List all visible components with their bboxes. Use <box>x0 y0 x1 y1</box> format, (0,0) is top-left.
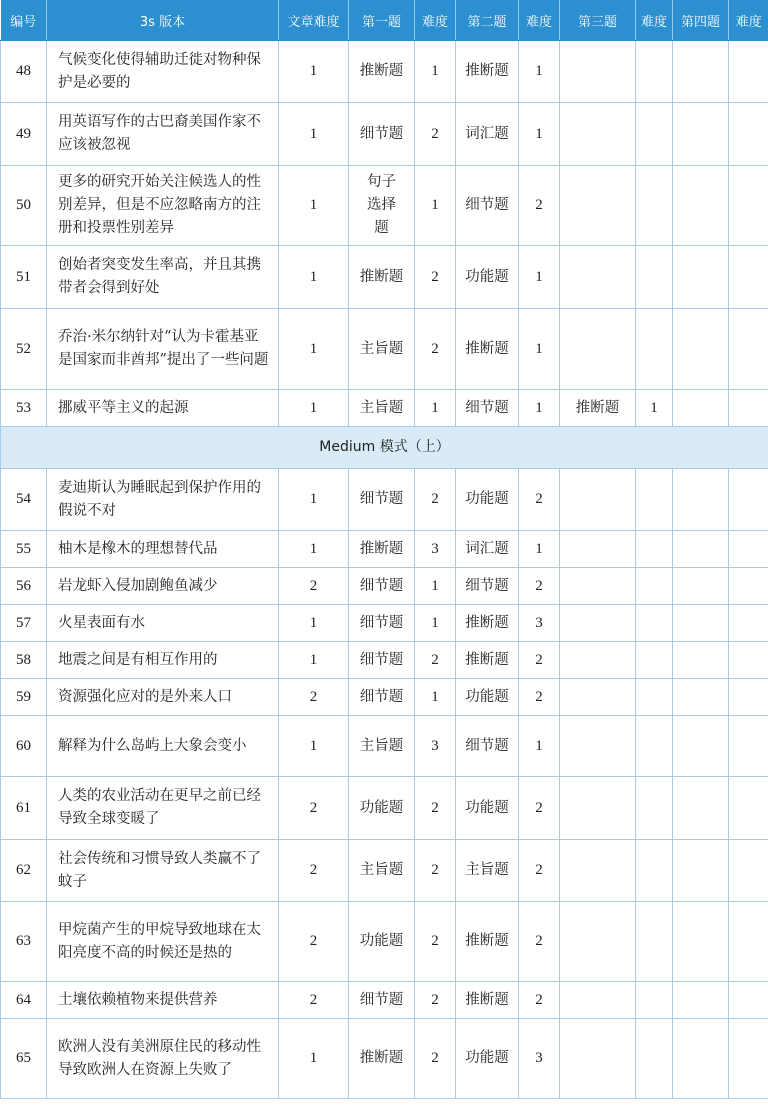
cell-q4 <box>673 103 729 166</box>
cell-q4 <box>673 246 729 309</box>
cell-number: 64 <box>1 982 47 1019</box>
table-row <box>1 642 768 679</box>
cell-q1-difficulty: 1 <box>415 679 456 716</box>
cell-q4 <box>673 716 729 777</box>
cell-q3-difficulty <box>636 469 673 531</box>
cell-q3 <box>560 309 636 390</box>
cell-title: 社会传统和习惯导致人类赢不了蚊子 <box>47 840 279 902</box>
cell-q3 <box>560 605 636 642</box>
cell-q2: 推断题 <box>456 902 519 982</box>
cell-q2: 功能题 <box>456 679 519 716</box>
cell-q2: 词汇题 <box>456 531 519 568</box>
table-row <box>1 679 768 716</box>
cell-q1-difficulty: 2 <box>415 777 456 840</box>
cell-q3-difficulty <box>636 777 673 840</box>
cell-q3 <box>560 982 636 1019</box>
cell-number: 49 <box>1 103 47 166</box>
cell-q1: 细节题 <box>349 469 415 531</box>
table-row <box>1 902 768 982</box>
header-q4-difficulty: 难度 <box>729 0 768 41</box>
cell-q2-difficulty: 1 <box>519 390 560 427</box>
cell-q4 <box>673 531 729 568</box>
cell-q2: 细节题 <box>456 716 519 777</box>
cell-q3 <box>560 469 636 531</box>
cell-title: 更多的研究开始关注候选人的性别差异，但是不应忽略南方的注册和投票性别差异 <box>47 166 279 246</box>
cell-q4 <box>673 840 729 902</box>
cell-number: 62 <box>1 840 47 902</box>
cell-q4 <box>673 568 729 605</box>
header-q3-difficulty: 难度 <box>636 0 673 41</box>
cell-title: 甲烷菌产生的甲烷导致地球在太阳亮度不高的时候还是热的 <box>47 902 279 982</box>
cell-q4 <box>673 309 729 390</box>
cell-q1: 主旨题 <box>349 716 415 777</box>
table-row <box>1 716 768 777</box>
table-row <box>1 568 768 605</box>
cell-q3-difficulty <box>636 679 673 716</box>
cell-q1-difficulty: 3 <box>415 531 456 568</box>
cell-title: 用英语写作的古巴裔美国作家不应该被忽视 <box>47 103 279 166</box>
cell-q2: 推断题 <box>456 309 519 390</box>
cell-q1: 主旨题 <box>349 840 415 902</box>
header-q1: 第一题 <box>349 0 415 41</box>
cell-title: 解释为什么岛屿上大象会变小 <box>47 716 279 777</box>
cell-q4-difficulty <box>729 716 768 777</box>
cell-q2: 推断题 <box>456 605 519 642</box>
cell-title: 土壤依赖植物来提供营养 <box>47 982 279 1019</box>
cell-q4-difficulty <box>729 679 768 716</box>
table-row <box>1 41 768 103</box>
cell-q4 <box>673 1019 729 1099</box>
cell-q4-difficulty <box>729 777 768 840</box>
cell-article-difficulty: 2 <box>279 679 349 716</box>
cell-article-difficulty: 1 <box>279 642 349 679</box>
cell-q2-difficulty: 2 <box>519 902 560 982</box>
cell-q4-difficulty <box>729 390 768 427</box>
cell-q1-difficulty: 2 <box>415 309 456 390</box>
cell-q1: 细节题 <box>349 605 415 642</box>
cell-number: 53 <box>1 390 47 427</box>
cell-q4-difficulty <box>729 568 768 605</box>
cell-title: 人类的农业活动在更早之前已经导致全球变暖了 <box>47 777 279 840</box>
cell-q3 <box>560 840 636 902</box>
cell-number: 63 <box>1 902 47 982</box>
cell-q4-difficulty <box>729 902 768 982</box>
cell-q2: 词汇题 <box>456 103 519 166</box>
cell-q1-difficulty: 1 <box>415 166 456 246</box>
cell-article-difficulty: 1 <box>279 1019 349 1099</box>
header-q2: 第二题 <box>456 0 519 41</box>
cell-q3-difficulty <box>636 1019 673 1099</box>
cell-q1: 句子选择题 <box>349 166 415 246</box>
cell-article-difficulty: 2 <box>279 840 349 902</box>
cell-q4-difficulty <box>729 840 768 902</box>
cell-q1: 功能题 <box>349 777 415 840</box>
cell-number: 61 <box>1 777 47 840</box>
header-q4: 第四题 <box>673 0 729 41</box>
cell-q3 <box>560 568 636 605</box>
cell-q3-difficulty <box>636 605 673 642</box>
cell-article-difficulty: 2 <box>279 982 349 1019</box>
cell-q3-difficulty <box>636 309 673 390</box>
cell-q3-difficulty <box>636 840 673 902</box>
cell-q2: 功能题 <box>456 469 519 531</box>
header-article-difficulty: 文章难度 <box>279 0 349 41</box>
cell-q4-difficulty <box>729 309 768 390</box>
cell-q3-difficulty <box>636 982 673 1019</box>
cell-q1-difficulty: 1 <box>415 390 456 427</box>
cell-q4-difficulty <box>729 531 768 568</box>
cell-title: 挪威平等主义的起源 <box>47 390 279 427</box>
cell-q4 <box>673 469 729 531</box>
cell-article-difficulty: 2 <box>279 902 349 982</box>
cell-q1: 细节题 <box>349 568 415 605</box>
header-title: 3s 版本 <box>47 0 279 41</box>
cell-article-difficulty: 1 <box>279 716 349 777</box>
cell-q1-difficulty: 1 <box>415 41 456 103</box>
cell-q3-difficulty <box>636 166 673 246</box>
cell-q2: 推断题 <box>456 41 519 103</box>
cell-q3-difficulty <box>636 41 673 103</box>
cell-article-difficulty: 1 <box>279 605 349 642</box>
cell-q1-difficulty: 2 <box>415 982 456 1019</box>
cell-q3 <box>560 103 636 166</box>
cell-q2: 功能题 <box>456 246 519 309</box>
cell-q3-difficulty: 1 <box>636 390 673 427</box>
cell-q2-difficulty: 2 <box>519 840 560 902</box>
cell-q3-difficulty <box>636 642 673 679</box>
cell-q3 <box>560 166 636 246</box>
cell-q4-difficulty <box>729 642 768 679</box>
cell-article-difficulty: 1 <box>279 469 349 531</box>
cell-q4 <box>673 982 729 1019</box>
cell-number: 58 <box>1 642 47 679</box>
cell-number: 57 <box>1 605 47 642</box>
cell-q2-difficulty: 2 <box>519 777 560 840</box>
cell-q1: 推断题 <box>349 1019 415 1099</box>
cell-q1-difficulty: 1 <box>415 568 456 605</box>
table-row <box>1 840 768 902</box>
cell-q1: 细节题 <box>349 103 415 166</box>
cell-q2-difficulty: 2 <box>519 982 560 1019</box>
cell-q1: 推断题 <box>349 41 415 103</box>
cell-title: 创始者突变发生率高，并且其携带者会得到好处 <box>47 246 279 309</box>
cell-q3: 推断题 <box>560 390 636 427</box>
cell-number: 48 <box>1 41 47 103</box>
cell-article-difficulty: 2 <box>279 568 349 605</box>
cell-title: 柚木是橡木的理想替代品 <box>47 531 279 568</box>
cell-q3 <box>560 679 636 716</box>
cell-article-difficulty: 1 <box>279 531 349 568</box>
cell-title: 欧洲人没有美洲原住民的移动性导致欧洲人在资源上失败了 <box>47 1019 279 1099</box>
cell-q1-difficulty: 2 <box>415 246 456 309</box>
cell-number: 65 <box>1 1019 47 1099</box>
cell-q2: 细节题 <box>456 166 519 246</box>
header-q3: 第三题 <box>560 0 636 41</box>
cell-title: 岩龙虾入侵加剧鲍鱼减少 <box>47 568 279 605</box>
cell-q1-difficulty: 3 <box>415 716 456 777</box>
cell-article-difficulty: 2 <box>279 777 349 840</box>
cell-title: 气候变化使得辅助迁徙对物种保护是必要的 <box>47 41 279 103</box>
cell-article-difficulty: 1 <box>279 390 349 427</box>
cell-q2: 细节题 <box>456 568 519 605</box>
cell-title: 乔治·米尔纳针对“认为卡霍基亚是国家而非酋邦”提出了一些问题 <box>47 309 279 390</box>
table-row <box>1 1019 768 1099</box>
cell-q3 <box>560 716 636 777</box>
cell-q2-difficulty: 3 <box>519 605 560 642</box>
cell-title: 资源强化应对的是外来人口 <box>47 679 279 716</box>
cell-q2: 功能题 <box>456 1019 519 1099</box>
cell-article-difficulty: 1 <box>279 246 349 309</box>
header-row <box>1 0 768 41</box>
cell-article-difficulty: 1 <box>279 309 349 390</box>
cell-number: 55 <box>1 531 47 568</box>
cell-q2: 功能题 <box>456 777 519 840</box>
table-row <box>1 103 768 166</box>
cell-number: 60 <box>1 716 47 777</box>
cell-q1-difficulty: 2 <box>415 1019 456 1099</box>
table-row <box>1 982 768 1019</box>
table-row <box>1 246 768 309</box>
cell-q4 <box>673 605 729 642</box>
cell-title: 地震之间是有相互作用的 <box>47 642 279 679</box>
cell-q4 <box>673 777 729 840</box>
cell-q4 <box>673 41 729 103</box>
cell-q2-difficulty: 1 <box>519 309 560 390</box>
cell-q4-difficulty <box>729 103 768 166</box>
cell-q1-difficulty: 2 <box>415 902 456 982</box>
cell-title: 麦迪斯认为睡眠起到保护作用的假说不对 <box>47 469 279 531</box>
cell-q1-difficulty: 1 <box>415 605 456 642</box>
cell-q2-difficulty: 1 <box>519 246 560 309</box>
cell-q2-difficulty: 2 <box>519 568 560 605</box>
cell-q2-difficulty: 1 <box>519 531 560 568</box>
cell-q4 <box>673 902 729 982</box>
cell-article-difficulty: 1 <box>279 41 349 103</box>
cell-q2-difficulty: 2 <box>519 679 560 716</box>
cell-number: 52 <box>1 309 47 390</box>
table-row <box>1 605 768 642</box>
cell-q1: 推断题 <box>349 531 415 568</box>
cell-q4 <box>673 642 729 679</box>
cell-q4 <box>673 390 729 427</box>
cell-q4-difficulty <box>729 166 768 246</box>
cell-q1-difficulty: 2 <box>415 469 456 531</box>
cell-q3 <box>560 1019 636 1099</box>
cell-q3 <box>560 246 636 309</box>
table-row <box>1 309 768 390</box>
cell-q1: 功能题 <box>349 902 415 982</box>
cell-q1-difficulty: 2 <box>415 840 456 902</box>
header-q2-difficulty: 难度 <box>519 0 560 41</box>
cell-q4-difficulty <box>729 246 768 309</box>
table-row <box>1 531 768 568</box>
cell-q3 <box>560 902 636 982</box>
cell-q2: 细节题 <box>456 390 519 427</box>
cell-q1: 主旨题 <box>349 309 415 390</box>
cell-q3-difficulty <box>636 716 673 777</box>
cell-title: 火星表面有水 <box>47 605 279 642</box>
cell-article-difficulty: 1 <box>279 166 349 246</box>
cell-q4 <box>673 166 729 246</box>
cell-q3-difficulty <box>636 902 673 982</box>
header-q1-difficulty: 难度 <box>415 0 456 41</box>
cell-q4-difficulty <box>729 469 768 531</box>
cell-q2-difficulty: 2 <box>519 642 560 679</box>
cell-q2: 推断题 <box>456 642 519 679</box>
cell-article-difficulty: 1 <box>279 103 349 166</box>
cell-q3-difficulty <box>636 531 673 568</box>
cell-q2-difficulty: 2 <box>519 469 560 531</box>
cell-q2: 主旨题 <box>456 840 519 902</box>
cell-q1: 主旨题 <box>349 390 415 427</box>
cell-q2-difficulty: 1 <box>519 41 560 103</box>
cell-q4-difficulty <box>729 982 768 1019</box>
section-row <box>1 427 768 469</box>
table-row <box>1 166 768 246</box>
cell-q4-difficulty <box>729 605 768 642</box>
cell-number: 50 <box>1 166 47 246</box>
cell-q4-difficulty <box>729 41 768 103</box>
cell-q1-difficulty: 2 <box>415 642 456 679</box>
cell-q3-difficulty <box>636 568 673 605</box>
cell-q3-difficulty <box>636 103 673 166</box>
cell-q3 <box>560 777 636 840</box>
cell-number: 54 <box>1 469 47 531</box>
table-row <box>1 777 768 840</box>
table-row <box>1 390 768 427</box>
table-row <box>1 469 768 531</box>
cell-q1-difficulty: 2 <box>415 103 456 166</box>
cell-q1: 细节题 <box>349 679 415 716</box>
cell-q2: 推断题 <box>456 982 519 1019</box>
header-number: 编号 <box>1 0 47 41</box>
cell-q3-difficulty <box>636 246 673 309</box>
cell-q2-difficulty: 1 <box>519 716 560 777</box>
cell-q4 <box>673 679 729 716</box>
cell-number: 56 <box>1 568 47 605</box>
cell-q1: 细节题 <box>349 642 415 679</box>
cell-q2-difficulty: 1 <box>519 103 560 166</box>
cell-number: 59 <box>1 679 47 716</box>
section-label: Medium 模式（上） <box>1 427 768 469</box>
cell-number: 51 <box>1 246 47 309</box>
cell-q2-difficulty: 3 <box>519 1019 560 1099</box>
cell-q1: 推断题 <box>349 246 415 309</box>
cell-q3 <box>560 531 636 568</box>
cell-q3 <box>560 642 636 679</box>
cell-q2-difficulty: 2 <box>519 166 560 246</box>
cell-q3 <box>560 41 636 103</box>
cell-q4-difficulty <box>729 1019 768 1099</box>
cell-q1: 细节题 <box>349 982 415 1019</box>
